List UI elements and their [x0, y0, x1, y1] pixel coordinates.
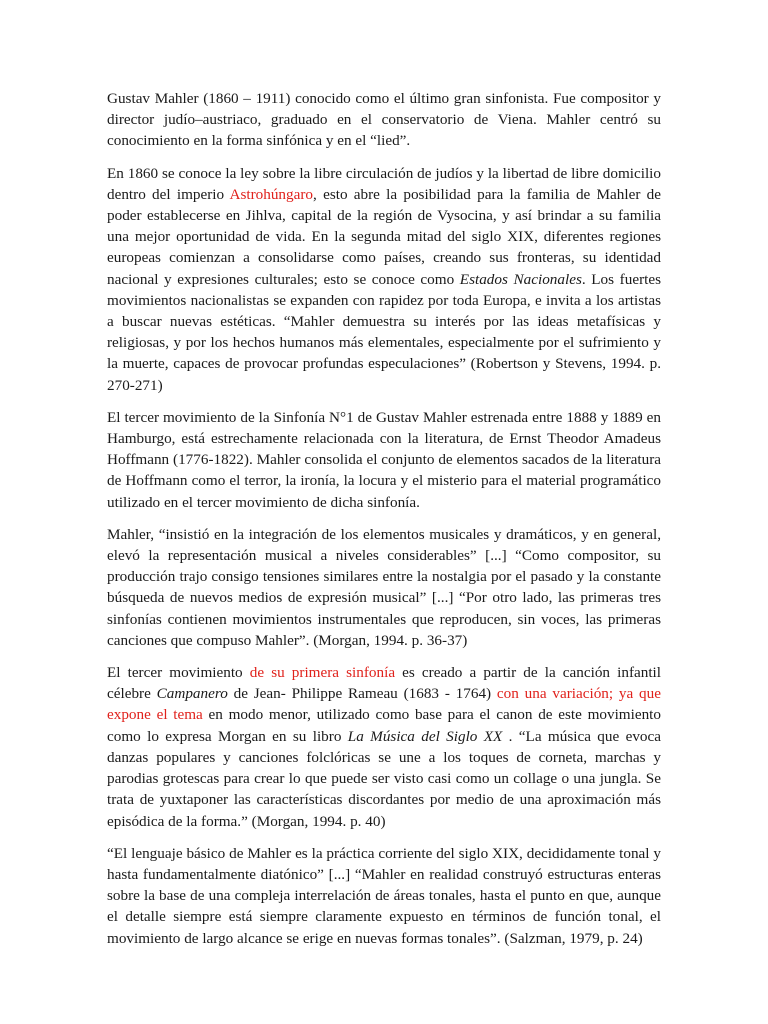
p5-text-5: . “La música que evoca danzas populares y canciones folclóricas se une a los toques de corneta, marchas y parodias grotescas para crear lo que puede ser visto casi como un collage o una jungla. Se trata de yuxtaponer las características discordantes por medio de una aproximación más episódica de la forma.” (Morgan, 1994. p. 40) [107, 727, 661, 830]
p5-italic-campanero: Campanero [156, 685, 228, 703]
p3-text: El tercer movimiento de la Sinfonía N°1 de Gustav Mahler estrenada entre 1888 y 1889 en Hamburgo, está estrechamente relacionada con la literatura, de Ernst Theodor Amadeus Hoffmann (1776-1822). Mahler consolida el conjunto de elementos sacados de la literatura de Hoffmann como el terror, la ironía, la locura y el misterio para el material programático utilizado en el tercer movimiento de dicha sinfonía. [107, 408, 661, 511]
p2-highlight-astrohungaro: Astrohúngaro [229, 185, 314, 203]
p6-text: “El lenguaje básico de Mahler es la práctica corriente del siglo XIX, decididamente tonal y hasta fundamentalmente diatónico” [...] “Mahler en realidad construyó estructuras enteras sobre la base de una compleja interrelación de áreas tonales, hasta el punto en que, aunque el detalle siempre está siempre claramente expuesto en términos de función tonal, el movimiento de largo alcance se erige en nuevas formas tonales”. (Salzman, 1979, p. 24) [107, 844, 661, 947]
p2-text-3: . Los fuertes movimientos nacionalistas se expanden con rapidez por toda Europa, e invita a los artistas a buscar nuevas estéticas. “Mahler demuestra su interés por las ideas metafísicas y religiosas, y por los hechos humanos más elementales, especialmente por el sufrimiento y la muerte, capaces de provocar profundas especulaciones” (Robertson y Stevens, 1994. p. 270-271) [107, 270, 661, 394]
p1-text: Gustav Mahler (1860 – 1911) conocido como el último gran sinfonista. Fue compositor y director judío–austriaco, graduado en el conservatorio de Viena. Mahler centró su conocimiento en la forma sinfónica y en el “lied”. [107, 90, 661, 150]
p4-text: Mahler, “insistió en la integración de los elementos musicales y dramáticos, y en general, elevó la representación musical a niveles considerables” [...] “Como compositor, su producción trajo consigo tensiones similares entre la nostalgia por el pasado y la constante búsqueda de nuevos medios de expresión musical” [...] “Por otro lado, las primeras tres sinfonías contienen movimientos instrumentales que reproducen, sin voces, las primeras canciones que compuso Mahler”. (Morgan, 1994. p. 36-37) [107, 525, 661, 649]
p5-highlight-variacion: con una variación; ya que expone el tema [107, 685, 661, 724]
p5-text-3: de Jean- Philippe Rameau (1683 - 1764) [227, 685, 497, 703]
paragraph-1 [107, 88, 661, 152]
paragraph-5 [107, 662, 661, 832]
p2-italic-estados-nacionales: Estados Nacionales [459, 270, 582, 288]
p5-text-1: El tercer movimiento [107, 664, 250, 682]
p2-text-2: , esto abre la posibilidad para la familia de Mahler de poder establecerse en Jihlva, capital de la región de Vysocina, y así brindar a su familia una mejor oportunidad de vida. En la segunda mitad del siglo XIX, diferentes regiones europeas comienzan a consolidarse como países, creando sus fronteras, su identidad nacional y expresiones culturales; esto se conoce como [107, 185, 661, 288]
paragraph-3 [107, 407, 661, 513]
paragraph-4 [107, 524, 661, 651]
paragraph-6 [107, 843, 661, 949]
p5-highlight-primera-sinfonia: de su primera sinfonía [249, 664, 396, 682]
p2-text-1: En 1860 se conoce la ley sobre la libre circulación de judíos y la libertad de libre domicilio dentro del imperio [107, 164, 661, 203]
p5-italic-musica-siglo-xx: La Música del Siglo XX [347, 727, 503, 745]
paragraph-2 [107, 163, 661, 396]
document-page [107, 88, 661, 960]
p5-text-2: es creado a partir de la canción infantil célebre [107, 664, 661, 703]
p5-text-4: en modo menor, utilizado como base para el canon de este movimiento como lo expresa Morgan en su libro [107, 706, 661, 745]
